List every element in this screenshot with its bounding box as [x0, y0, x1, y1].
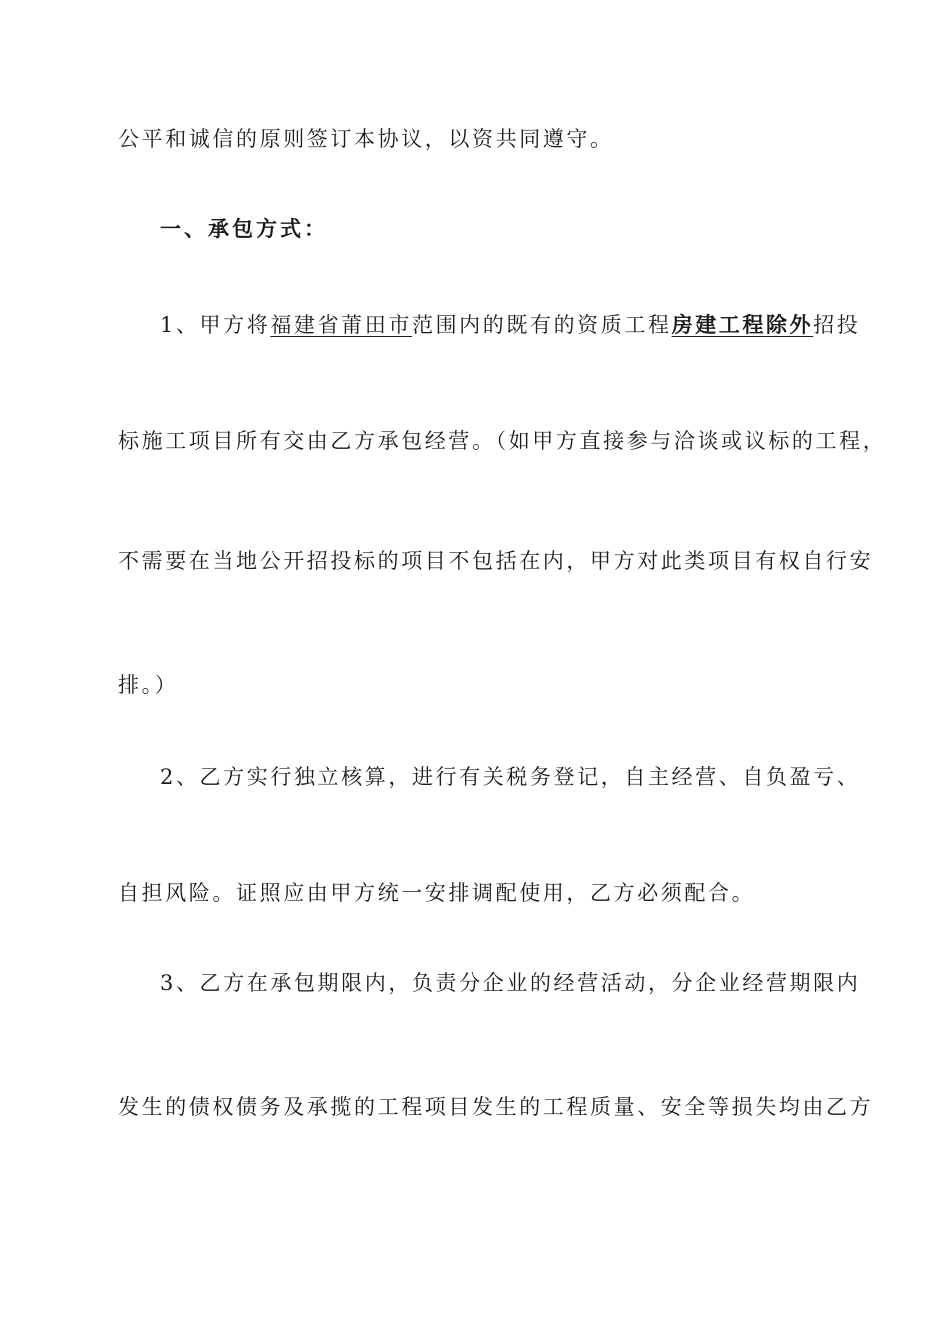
clause-1-line	[160, 310, 860, 340]
paragraph-line: 标施工项目所有交由乙方承包经营。（如甲方直接参与洽谈或议标的工程，	[118, 429, 887, 453]
clause-1-suffix: 招投	[813, 313, 861, 337]
paragraph-line: 自担风险。证照应由甲方统一安排调配使用，乙方必须配合。	[118, 881, 756, 905]
paragraph-line: 发生的债权债务及承揽的工程项目发生的工程质量、安全等损失均由乙方	[118, 1095, 874, 1119]
region-underlined: 福建省莆田市	[270, 313, 412, 337]
paragraph-line: 排。）	[118, 673, 179, 697]
clause-3-line: 3、乙方在承包期限内，负责分企业的经营活动，分企业经营期限内	[160, 971, 861, 995]
clause-1-prefix: 1、甲方将	[160, 313, 271, 337]
paragraph-line: 不需要在当地公开招投标的项目不包括在内，甲方对此类项目有权自行安	[118, 549, 874, 573]
clause-2-line: 2、乙方实行独立核算，进行有关税务登记，自主经营、自负盈亏、	[160, 765, 861, 789]
exclusion-underlined: 房建工程除外	[671, 312, 814, 337]
section-heading: 一、承包方式：	[160, 216, 328, 241]
paragraph-line: 公平和诚信的原则签订本协议，以资共同遵守。	[118, 127, 614, 151]
clause-1-middle: 范围内的既有的资质工程	[411, 313, 672, 337]
